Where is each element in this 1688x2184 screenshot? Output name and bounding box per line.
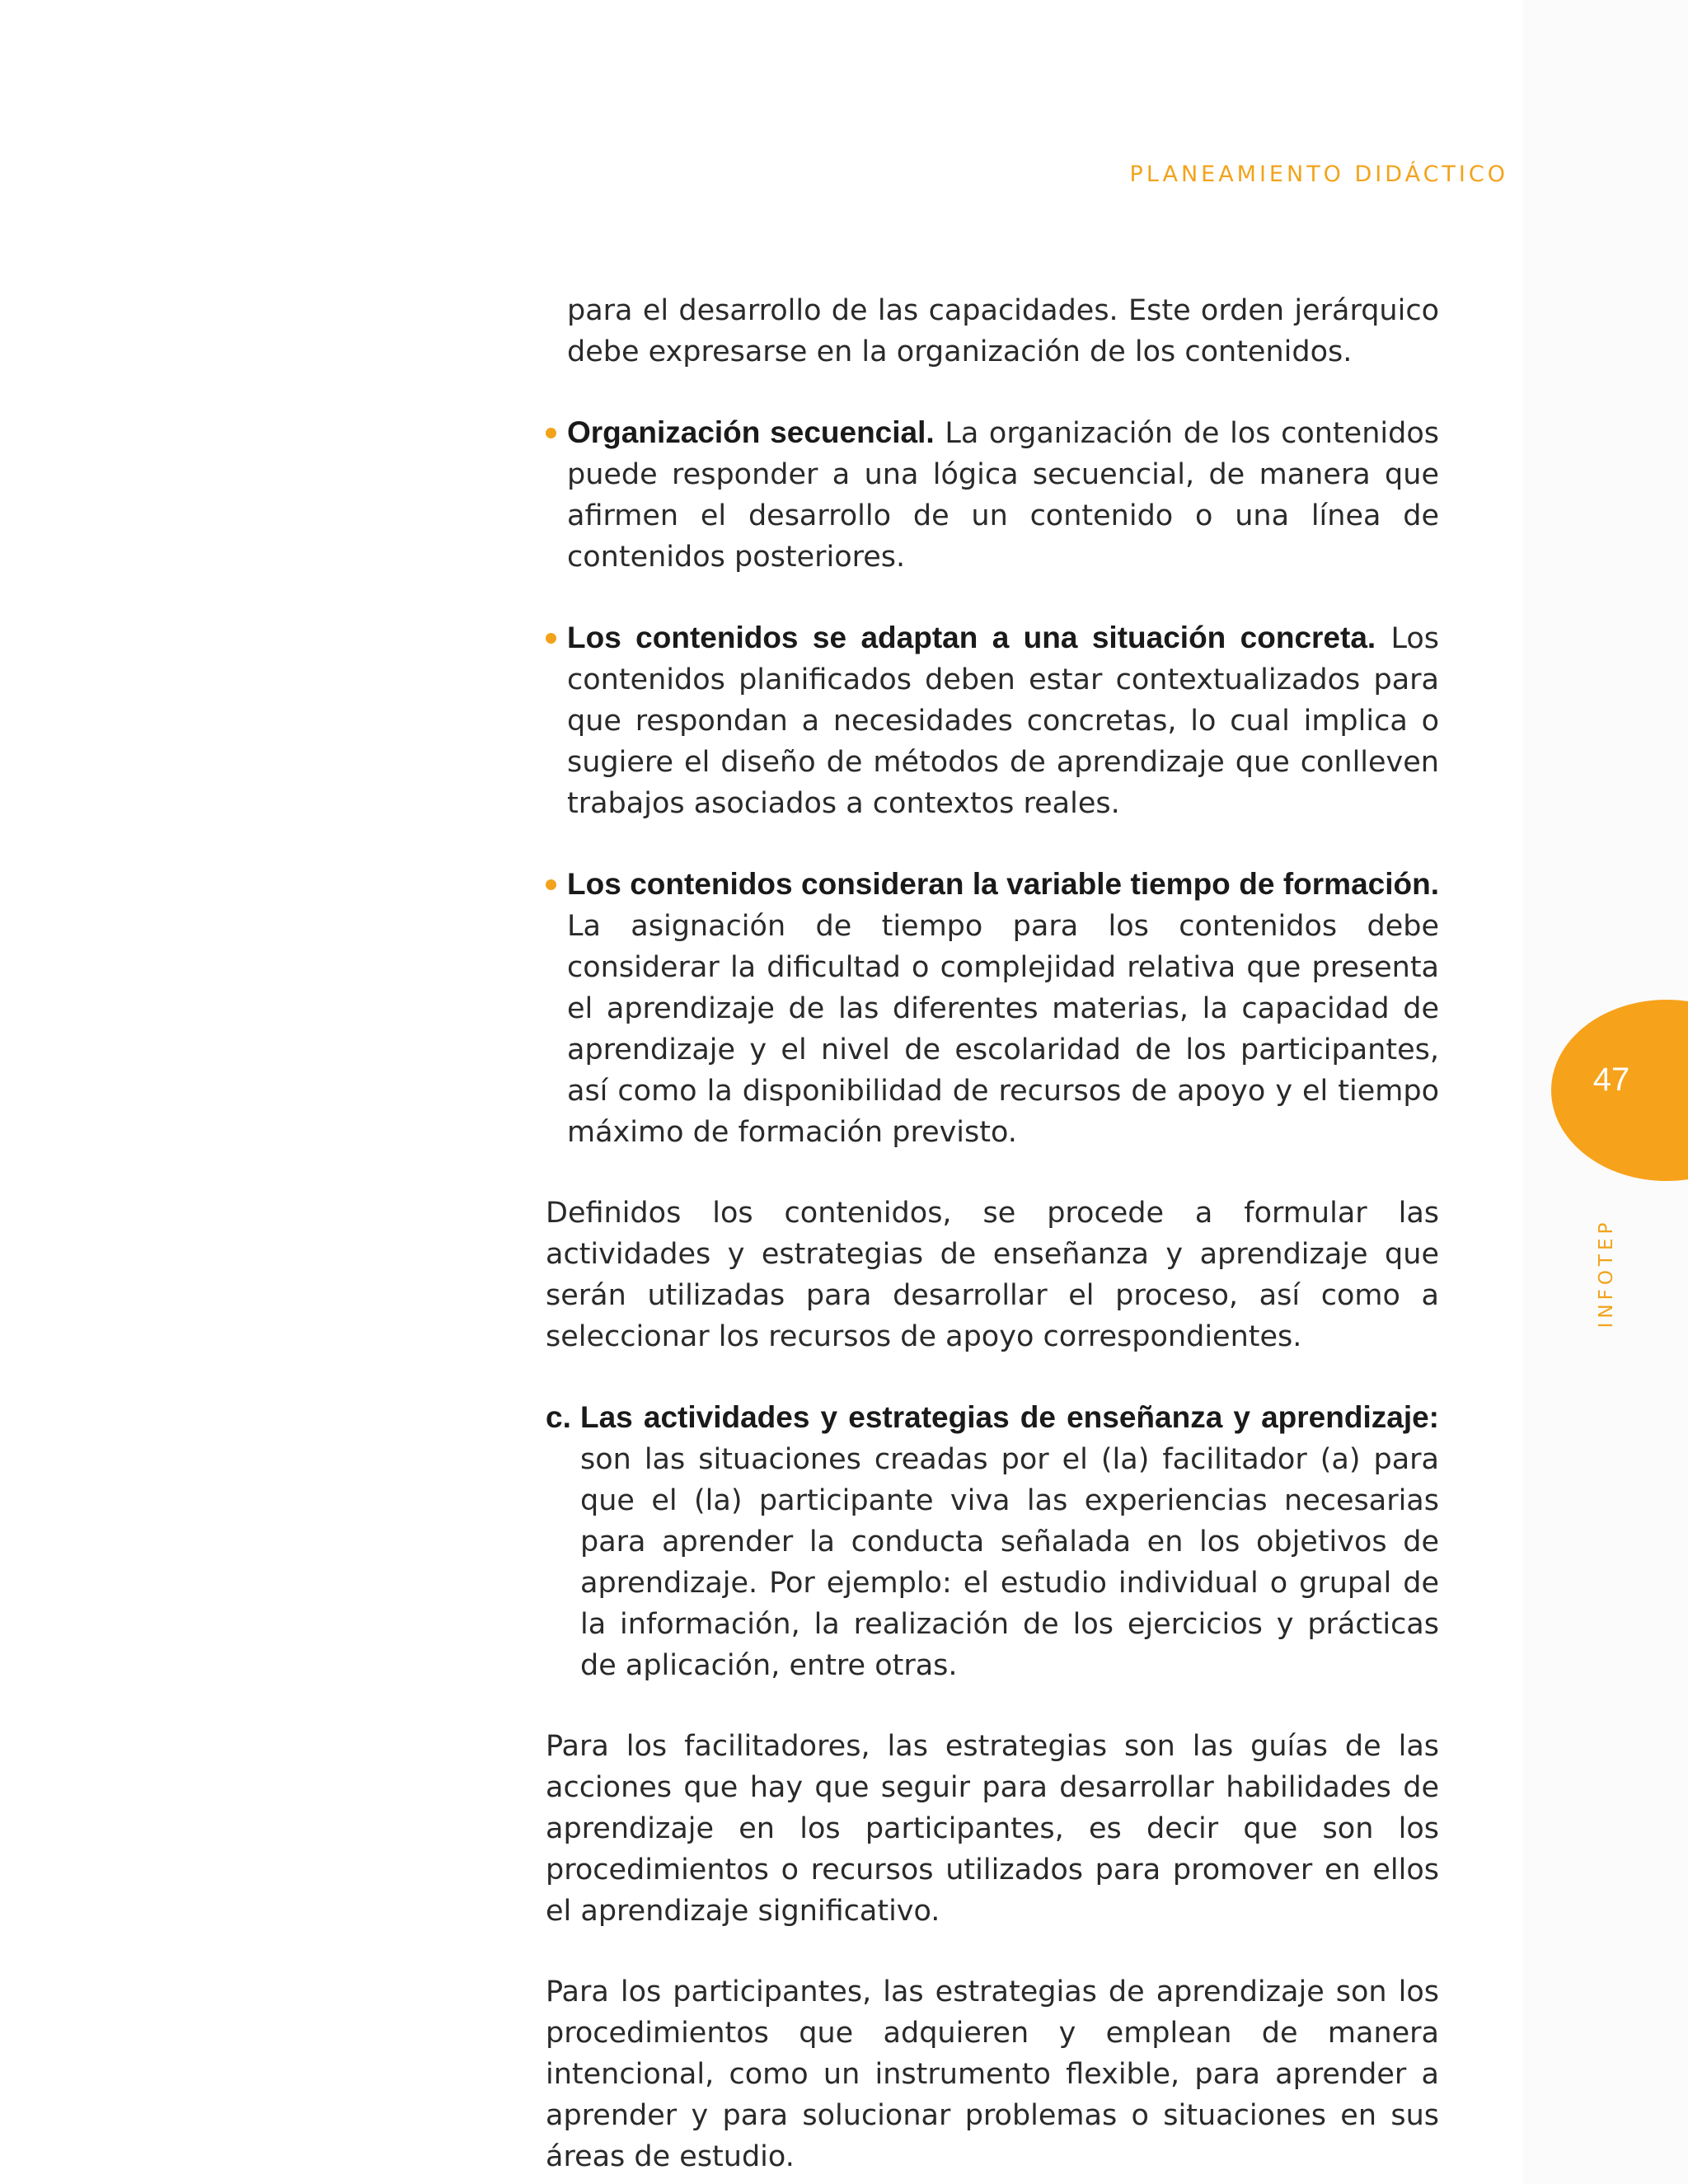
list-item-c [546, 1397, 1439, 1686]
running-header: PLANEAMIENTO DIDÁCTICO [1129, 162, 1508, 187]
bullet-dot-icon [546, 879, 556, 890]
bullet-item-secuencial [546, 412, 1439, 578]
page-number: 47 [1592, 1062, 1630, 1098]
bullet-text: La asignación de tiempo para los contenidos debe considerar la dificultad o complejidad relativa que presenta el aprendizaje de las diferentes materias, la capacidad de aprendizaje y el nivel de escolaridad de los participantes, así como la disponibilidad de recursos de apoyo y el tiempo máximo de formación previsto. [567, 910, 1439, 1149]
item-lead: Las actividades y estrategias de enseñanza y aprendizaje: [580, 1400, 1439, 1434]
bullet-dot-icon [546, 633, 556, 644]
paragraph-facilitadores: Para los facilitadores, las estrategias son las guías de las acciones que hay que seguir para desarrollar habilidades de aprendizaje en los participantes, es decir que son los procedimientos o recursos utilizados para promover en ellos el aprendizaje significativo. [546, 1730, 1439, 1928]
intro-continuation: para el desarrollo de las capacidades. Este orden jerárquico debe expresarse en la organización de los contenidos. [567, 294, 1439, 368]
bullet-text: La organización de los contenidos puede responder a una lógica secuencial, de manera que afirmen el desarrollo de un contenido o una línea de contenidos posteriores. [567, 417, 1439, 574]
bullet-dot-icon [546, 428, 556, 438]
bullet-item-tiempo [546, 864, 1439, 1153]
paragraph-definidos: Definidos los contenidos, se procede a formular las actividades y estrategias de enseñanza y aprendizaje que serán utilizadas para desarrollar el proceso, así como a seleccionar los recursos de apoyo correspondientes. [546, 1197, 1439, 1353]
item-text: son las situaciones creadas por el (la) facilitador (a) para que el (la) participante viva las experiencias necesarias para aprender la conducta señalada en los objetivos de aprendizaje. Por ejemplo: el estudio individual o grupal de la información, la realización de los ejercicios y prácticas de aplicación, entre otras. [580, 1443, 1439, 1682]
paragraph-participantes: Para los participantes, las estrategias de aprendizaje son los procedimientos que adquieren y emplean de manera intencional, como un instrumento flexible, para aprender a aprender y para solucionar problemas o situaciones en sus áreas de estudio. [546, 1975, 1439, 2173]
bullet-item-situacion [546, 617, 1439, 824]
bullet-text: Los contenidos planificados deben estar contextualizados para que respondan a necesidades concretas, lo cual implica o sugiere el diseño de métodos de aprendizaje que conlleven trabajos asociados a contextos reales. [567, 622, 1439, 820]
item-letter: c. [546, 1400, 571, 1434]
bullet-lead: Los contenidos se adaptan a una situación concreta. [567, 621, 1376, 654]
page-content [546, 290, 1439, 2177]
bullet-lead: Los contenidos consideran la variable tiempo de formación. [567, 867, 1439, 901]
side-label-infotep: INFOTEP [1596, 1218, 1617, 1329]
bullet-lead: Organización secuencial. [567, 415, 935, 449]
